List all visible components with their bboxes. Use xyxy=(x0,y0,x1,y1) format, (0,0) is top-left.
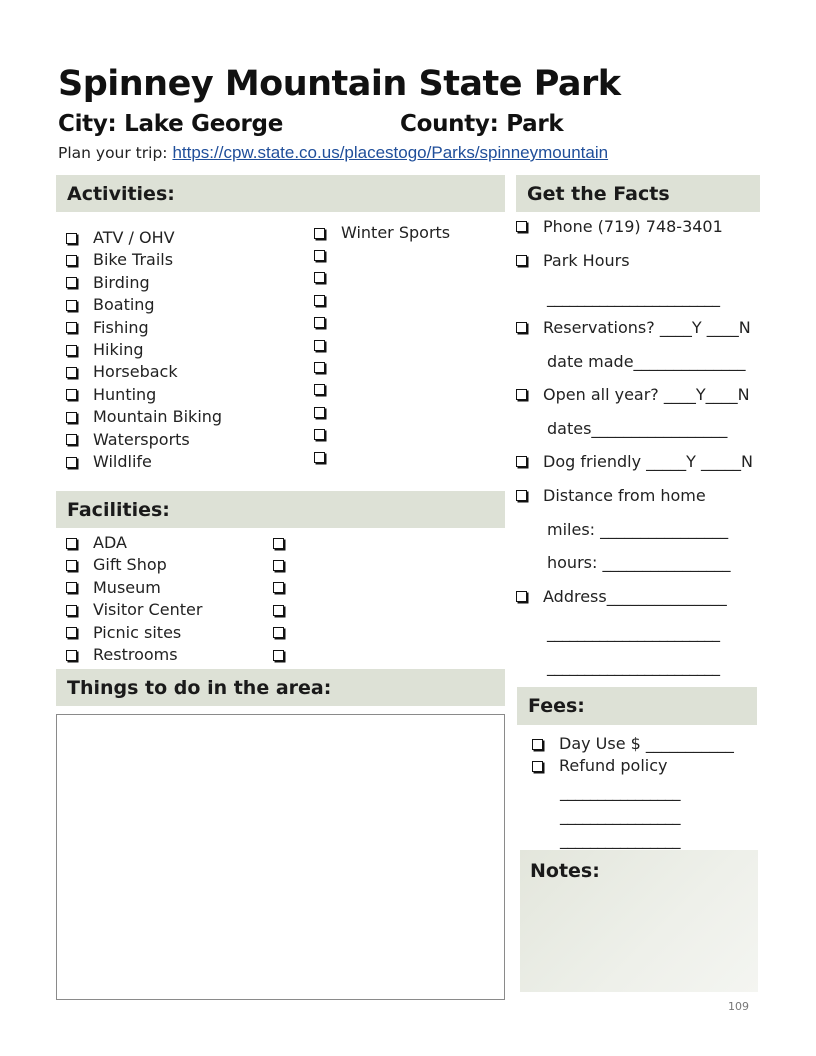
facility-item-label: Gift Shop xyxy=(93,555,167,575)
page-number: 109 xyxy=(728,1000,749,1013)
activity-item xyxy=(314,267,450,289)
open-all-year-text: Open all year? ____Y____N xyxy=(543,384,750,404)
checkbox[interactable] xyxy=(314,317,325,328)
checkbox[interactable] xyxy=(66,233,77,244)
checkbox[interactable] xyxy=(66,538,77,549)
activity-item-label: Boating xyxy=(93,295,155,315)
activity-item-label: Bike Trails xyxy=(93,250,174,270)
activity-item xyxy=(66,339,222,361)
activity-item xyxy=(314,222,450,244)
plan-trip-line xyxy=(58,143,608,163)
day-use-checkbox[interactable] xyxy=(532,739,543,750)
checkbox[interactable] xyxy=(314,340,325,351)
facility-item xyxy=(66,622,202,644)
activity-item-label: Watersports xyxy=(93,429,190,449)
checkbox[interactable] xyxy=(273,582,284,593)
activity-item xyxy=(66,384,222,406)
checkbox[interactable] xyxy=(273,650,284,661)
facility-item xyxy=(66,577,202,599)
activities-title: Activities: xyxy=(67,182,175,205)
address-line[interactable]: _______________________ xyxy=(547,656,720,676)
dog-friendly-text: Dog friendly _____Y _____N xyxy=(543,451,753,471)
dog-friendly-checkbox[interactable] xyxy=(516,456,527,467)
park-hours-text: Park Hours xyxy=(543,250,630,270)
fees-title: Fees: xyxy=(528,695,585,717)
distance-text: Distance from home xyxy=(543,485,706,505)
activities-list-right xyxy=(314,222,450,468)
checkbox[interactable] xyxy=(314,384,325,395)
activity-item-label: Horseback xyxy=(93,362,178,382)
checkbox[interactable] xyxy=(314,272,325,283)
facilities-title: Facilities: xyxy=(67,498,170,521)
checkbox[interactable] xyxy=(66,434,77,445)
checkbox[interactable] xyxy=(314,452,325,463)
refund-line[interactable]: ________________ xyxy=(560,782,680,801)
facility-item-label: Restrooms xyxy=(93,644,178,664)
facility-item-label: Visitor Center xyxy=(93,600,203,620)
refund-lines xyxy=(560,780,680,852)
phone-checkbox[interactable] xyxy=(516,221,527,232)
checkbox[interactable] xyxy=(314,407,325,418)
things-header xyxy=(56,669,505,706)
hours-field[interactable]: hours: ________________ xyxy=(547,552,731,572)
checkbox[interactable] xyxy=(273,627,284,638)
facility-item-label: Picnic sites xyxy=(93,622,182,642)
facility-item xyxy=(273,554,284,576)
activity-item xyxy=(314,334,450,356)
activity-item-label: ATV / OHV xyxy=(93,228,175,247)
checkbox[interactable] xyxy=(66,627,77,638)
things-writing-box[interactable] xyxy=(56,714,505,1000)
checkbox[interactable] xyxy=(66,560,77,571)
checkbox[interactable] xyxy=(314,250,325,261)
activity-item xyxy=(314,244,450,266)
activity-item xyxy=(66,451,222,473)
activity-item-label: Wildlife xyxy=(93,451,152,471)
checkbox[interactable] xyxy=(66,345,77,356)
activity-item xyxy=(314,401,450,423)
facility-item xyxy=(66,532,202,554)
activity-item xyxy=(314,356,450,378)
address-field[interactable]: Address_______________ xyxy=(543,586,727,606)
fees-list xyxy=(532,733,734,778)
facilities-list-right xyxy=(273,532,284,666)
checkbox[interactable] xyxy=(314,429,325,440)
checkbox[interactable] xyxy=(66,389,77,400)
checkbox[interactable] xyxy=(66,457,77,468)
facility-item-label: Museum xyxy=(93,577,161,597)
activity-item xyxy=(314,289,450,311)
activity-item-label: Mountain Biking xyxy=(93,407,223,427)
activity-item-label: Birding xyxy=(93,272,150,292)
facility-item xyxy=(273,532,284,554)
things-title: Things to do in the area: xyxy=(67,676,332,699)
address-checkbox[interactable] xyxy=(516,591,527,602)
checkbox[interactable] xyxy=(273,560,284,571)
activity-item xyxy=(66,294,222,316)
refund-line[interactable]: ________________ xyxy=(560,830,680,849)
activity-item xyxy=(66,249,222,271)
activity-item xyxy=(66,317,222,339)
facility-item xyxy=(66,554,202,576)
facility-item xyxy=(273,577,284,599)
activity-item xyxy=(66,429,222,451)
activity-item-label: Fishing xyxy=(93,317,149,337)
park-hours-checkbox[interactable] xyxy=(516,255,527,266)
distance-checkbox[interactable] xyxy=(516,490,527,501)
dates-field[interactable]: dates_________________ xyxy=(547,418,728,438)
facilities-header xyxy=(56,491,505,528)
county-label: County: Park xyxy=(400,111,564,137)
activity-item xyxy=(66,272,222,294)
reservations-checkbox[interactable] xyxy=(516,322,527,333)
notes-title: Notes: xyxy=(530,860,600,882)
activity-item-label: Winter Sports xyxy=(341,223,451,242)
facility-item xyxy=(273,644,284,666)
day-use-text: Day Use $ ___________ xyxy=(559,734,734,753)
address-line[interactable]: _______________________ xyxy=(547,622,720,642)
checkbox[interactable] xyxy=(66,255,77,266)
checkbox[interactable] xyxy=(66,277,77,288)
miles-field[interactable]: miles: ________________ xyxy=(547,519,729,539)
refund-line[interactable]: ________________ xyxy=(560,806,680,825)
page-title: Spinney Mountain State Park xyxy=(58,64,621,104)
date-made-field[interactable]: date made______________ xyxy=(547,351,746,371)
facility-item xyxy=(273,599,284,621)
checkbox[interactable] xyxy=(66,650,77,661)
phone-text: Phone (719) 748-3401 xyxy=(543,216,723,236)
checkbox[interactable] xyxy=(66,367,77,378)
checkbox[interactable] xyxy=(66,582,77,593)
notes-box[interactable] xyxy=(520,850,758,992)
activity-item xyxy=(66,227,222,249)
facilities-list-left xyxy=(66,532,202,666)
checkbox[interactable] xyxy=(66,300,77,311)
reservations-text: Reservations? ____Y ____N xyxy=(543,317,751,337)
plan-trip-label: Plan your trip: xyxy=(58,144,173,162)
fee-refund xyxy=(532,755,734,777)
checkbox[interactable] xyxy=(66,412,77,423)
park-website-link[interactable]: https://cpw.state.co.us/placestogo/Parks/spinneymountain xyxy=(172,143,609,162)
facility-item xyxy=(66,644,202,666)
checkbox[interactable] xyxy=(314,362,325,373)
activity-item xyxy=(66,361,222,383)
activity-item xyxy=(314,379,450,401)
activity-item-label: Hiking xyxy=(93,339,144,359)
checkbox[interactable] xyxy=(273,538,284,549)
activity-item xyxy=(66,406,222,428)
city-label: City: Lake George xyxy=(58,111,284,137)
checkbox[interactable] xyxy=(66,605,77,616)
facts-header xyxy=(516,175,760,212)
activities-header xyxy=(56,175,505,212)
activity-item xyxy=(314,424,450,446)
checkbox[interactable] xyxy=(314,228,325,239)
facility-item xyxy=(273,622,284,644)
facility-item-label: ADA xyxy=(93,533,127,552)
fee-day-use xyxy=(532,733,734,755)
activity-item xyxy=(314,446,450,468)
facility-item xyxy=(66,599,202,621)
activities-list-left xyxy=(66,227,222,473)
fees-header xyxy=(517,687,757,725)
open-all-year-checkbox[interactable] xyxy=(516,389,527,400)
checkbox[interactable] xyxy=(273,605,284,616)
park-hours-line[interactable]: _______________________ xyxy=(547,287,720,307)
activity-item-label: Hunting xyxy=(93,384,157,404)
activity-item xyxy=(314,312,450,334)
facts-title: Get the Facts xyxy=(527,182,670,205)
refund-checkbox[interactable] xyxy=(532,761,543,772)
checkbox[interactable] xyxy=(314,295,325,306)
refund-text: Refund policy xyxy=(559,756,668,776)
checkbox[interactable] xyxy=(66,322,77,333)
